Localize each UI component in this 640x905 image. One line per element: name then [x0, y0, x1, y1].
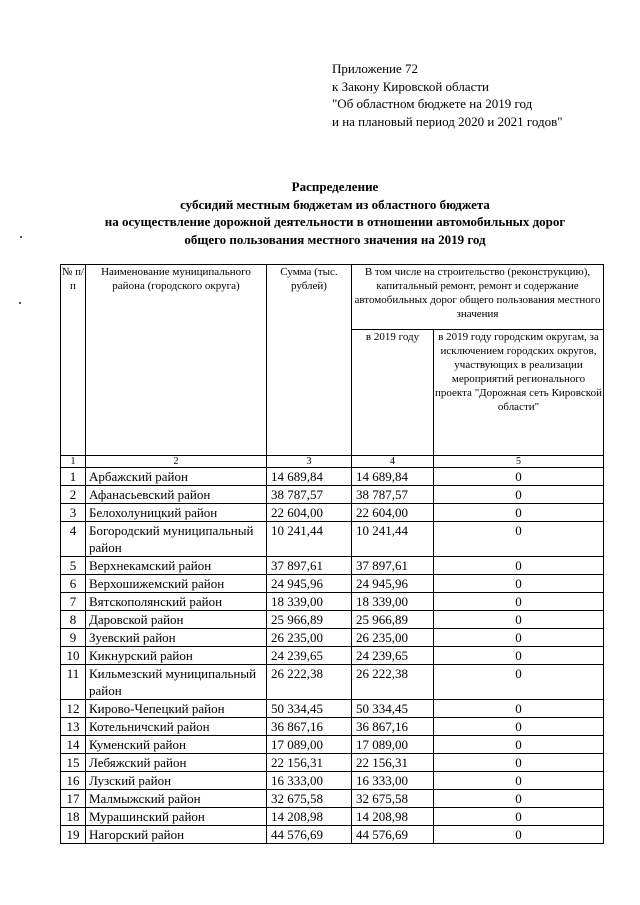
- table-row: [61, 700, 604, 718]
- row-number: 14: [61, 736, 86, 754]
- title-line: на осуществление дорожной деятельности в отношении автомобильных дорог: [104, 214, 566, 229]
- row-sum: 24 945,96: [267, 575, 352, 593]
- row-sum: 36 867,16: [267, 718, 352, 736]
- column-index: 3: [267, 456, 352, 468]
- table-row: [61, 522, 604, 557]
- row-2019-cities: 0: [434, 772, 604, 790]
- column-index-row: [61, 456, 604, 468]
- row-district-name: Кильмезский муниципальный район: [86, 665, 267, 700]
- appendix-line: и на плановый период 2020 и 2021 годов": [332, 113, 563, 129]
- column-index: 1: [61, 456, 86, 468]
- row-2019-cities: 0: [434, 593, 604, 611]
- table-row: [61, 790, 604, 808]
- row-2019: 50 334,45: [352, 700, 434, 718]
- row-sum: 24 239,65: [267, 647, 352, 665]
- row-district-name: Верхнекамский район: [86, 557, 267, 575]
- row-district-name: Малмыжский район: [86, 790, 267, 808]
- row-2019: 44 576,69: [352, 826, 434, 844]
- table-row: [61, 647, 604, 665]
- header-including: В том числе на строительство (реконструкцию), капитальный ремонт, ремонт и содержание автомобильных дорог общего пользования местного значения: [352, 265, 604, 330]
- row-number: 3: [61, 504, 86, 522]
- row-2019-cities: 0: [434, 557, 604, 575]
- row-sum: 10 241,44: [267, 522, 352, 557]
- row-sum: 18 339,00: [267, 593, 352, 611]
- row-number: 12: [61, 700, 86, 718]
- row-2019: 14 689,84: [352, 468, 434, 486]
- subsidies-table: [60, 264, 604, 844]
- table-row: [61, 736, 604, 754]
- row-district-name: Котельничский район: [86, 718, 267, 736]
- row-2019-cities: 0: [434, 718, 604, 736]
- row-2019-cities: 0: [434, 647, 604, 665]
- table-row: [61, 665, 604, 700]
- row-district-name: Даровской район: [86, 611, 267, 629]
- row-2019-cities: 0: [434, 808, 604, 826]
- table-row: [61, 826, 604, 844]
- row-number: 13: [61, 718, 86, 736]
- header-2019: в 2019 году: [352, 330, 434, 456]
- header-num: № п/п: [61, 265, 86, 456]
- row-2019: 36 867,16: [352, 718, 434, 736]
- row-2019: 24 945,96: [352, 575, 434, 593]
- row-number: 18: [61, 808, 86, 826]
- row-2019-cities: 0: [434, 665, 604, 700]
- title-line: общего пользования местного значения на 2019 год: [184, 231, 486, 247]
- header-name: Наименование муниципального района (городского округа): [86, 265, 267, 456]
- row-2019-cities: 0: [434, 611, 604, 629]
- table-row: [61, 772, 604, 790]
- row-2019-cities: 0: [434, 754, 604, 772]
- row-2019: 25 966,89: [352, 611, 434, 629]
- row-sum: 32 675,58: [267, 790, 352, 808]
- table-row: [61, 611, 604, 629]
- row-district-name: Верхошижемский район: [86, 575, 267, 593]
- row-2019: 26 222,38: [352, 665, 434, 700]
- header-row: [61, 265, 604, 330]
- row-district-name: Зуевский район: [86, 629, 267, 647]
- column-index: 2: [86, 456, 267, 468]
- row-2019: 17 089,00: [352, 736, 434, 754]
- row-district-name: Нагорский район: [86, 826, 267, 844]
- row-2019: 22 156,31: [352, 754, 434, 772]
- row-2019: 18 339,00: [352, 593, 434, 611]
- row-sum: 17 089,00: [267, 736, 352, 754]
- row-district-name: Лебяжский район: [86, 754, 267, 772]
- table-row: [61, 504, 604, 522]
- appendix-line: Приложение 72: [332, 61, 419, 76]
- row-number: 8: [61, 611, 86, 629]
- title-line: субсидий местным бюджетам из областного бюджета: [180, 196, 490, 212]
- header-sum: Сумма (тыс. рублей): [267, 265, 352, 456]
- row-2019-cities: 0: [434, 629, 604, 647]
- row-number: 10: [61, 647, 86, 665]
- table-row: [61, 593, 604, 611]
- row-2019-cities: 0: [434, 575, 604, 593]
- table-row: [61, 718, 604, 736]
- row-2019-cities: 0: [434, 522, 604, 557]
- row-sum: 14 208,98: [267, 808, 352, 826]
- row-district-name: Мурашинский район: [86, 808, 267, 826]
- row-2019-cities: 0: [434, 826, 604, 844]
- row-district-name: Арбажский район: [86, 468, 267, 486]
- row-number: 5: [61, 557, 86, 575]
- row-sum: 26 235,00: [267, 629, 352, 647]
- row-number: 17: [61, 790, 86, 808]
- table-row: [61, 486, 604, 504]
- row-number: 4: [61, 522, 86, 557]
- row-number: 16: [61, 772, 86, 790]
- row-sum: 14 689,84: [267, 468, 352, 486]
- row-district-name: Вятскополянский район: [86, 593, 267, 611]
- row-number: 6: [61, 575, 86, 593]
- row-number: 2: [61, 486, 86, 504]
- row-number: 7: [61, 593, 86, 611]
- row-2019: 26 235,00: [352, 629, 434, 647]
- row-sum: 16 333,00: [267, 772, 352, 790]
- row-2019: 24 239,65: [352, 647, 434, 665]
- column-index: 5: [434, 456, 604, 468]
- row-2019: 32 675,58: [352, 790, 434, 808]
- row-district-name: Афанасьевский район: [86, 486, 267, 504]
- row-2019: 10 241,44: [352, 522, 434, 557]
- row-district-name: Куменский район: [86, 736, 267, 754]
- row-sum: 26 222,38: [267, 665, 352, 700]
- header-2019-cities: в 2019 году городским округам, за исключением городских округов, участвующих в реализации мероприятий регионального проекта "Дорожная сеть Кировской области": [434, 330, 604, 456]
- table-row: [61, 557, 604, 575]
- row-2019-cities: 0: [434, 790, 604, 808]
- row-2019-cities: 0: [434, 504, 604, 522]
- column-index: 4: [352, 456, 434, 468]
- row-2019: 22 604,00: [352, 504, 434, 522]
- row-number: 15: [61, 754, 86, 772]
- scan-speck: [20, 236, 22, 238]
- row-number: 9: [61, 629, 86, 647]
- table-row: [61, 575, 604, 593]
- row-district-name: Богородский муниципальный район: [86, 522, 267, 557]
- table-row: [61, 808, 604, 826]
- row-2019-cities: 0: [434, 486, 604, 504]
- row-district-name: Лузский район: [86, 772, 267, 790]
- row-district-name: Кирово-Чепецкий район: [86, 700, 267, 718]
- table-row: [61, 754, 604, 772]
- row-number: 11: [61, 665, 86, 700]
- row-sum: 44 576,69: [267, 826, 352, 844]
- table-row: [61, 468, 604, 486]
- row-sum: 22 604,00: [267, 504, 352, 522]
- scan-speck: [19, 302, 21, 304]
- appendix-line: к Закону Кировской области: [332, 78, 489, 94]
- row-number: 19: [61, 826, 86, 844]
- appendix-line: "Об областном бюджете на 2019 год: [332, 96, 533, 111]
- row-2019: 37 897,61: [352, 557, 434, 575]
- document-title: [40, 178, 630, 248]
- row-sum: 22 156,31: [267, 754, 352, 772]
- title-line: Распределение: [291, 179, 379, 194]
- row-2019-cities: 0: [434, 700, 604, 718]
- row-2019: 16 333,00: [352, 772, 434, 790]
- row-district-name: Белохолуницкий район: [86, 504, 267, 522]
- row-sum: 37 897,61: [267, 557, 352, 575]
- row-number: 1: [61, 468, 86, 486]
- row-2019: 14 208,98: [352, 808, 434, 826]
- appendix-note: [332, 60, 563, 130]
- row-2019: 38 787,57: [352, 486, 434, 504]
- row-sum: 50 334,45: [267, 700, 352, 718]
- row-sum: 38 787,57: [267, 486, 352, 504]
- row-2019-cities: 0: [434, 468, 604, 486]
- row-2019-cities: 0: [434, 736, 604, 754]
- table-body: [61, 468, 604, 844]
- table-row: [61, 629, 604, 647]
- row-district-name: Кикнурский район: [86, 647, 267, 665]
- row-sum: 25 966,89: [267, 611, 352, 629]
